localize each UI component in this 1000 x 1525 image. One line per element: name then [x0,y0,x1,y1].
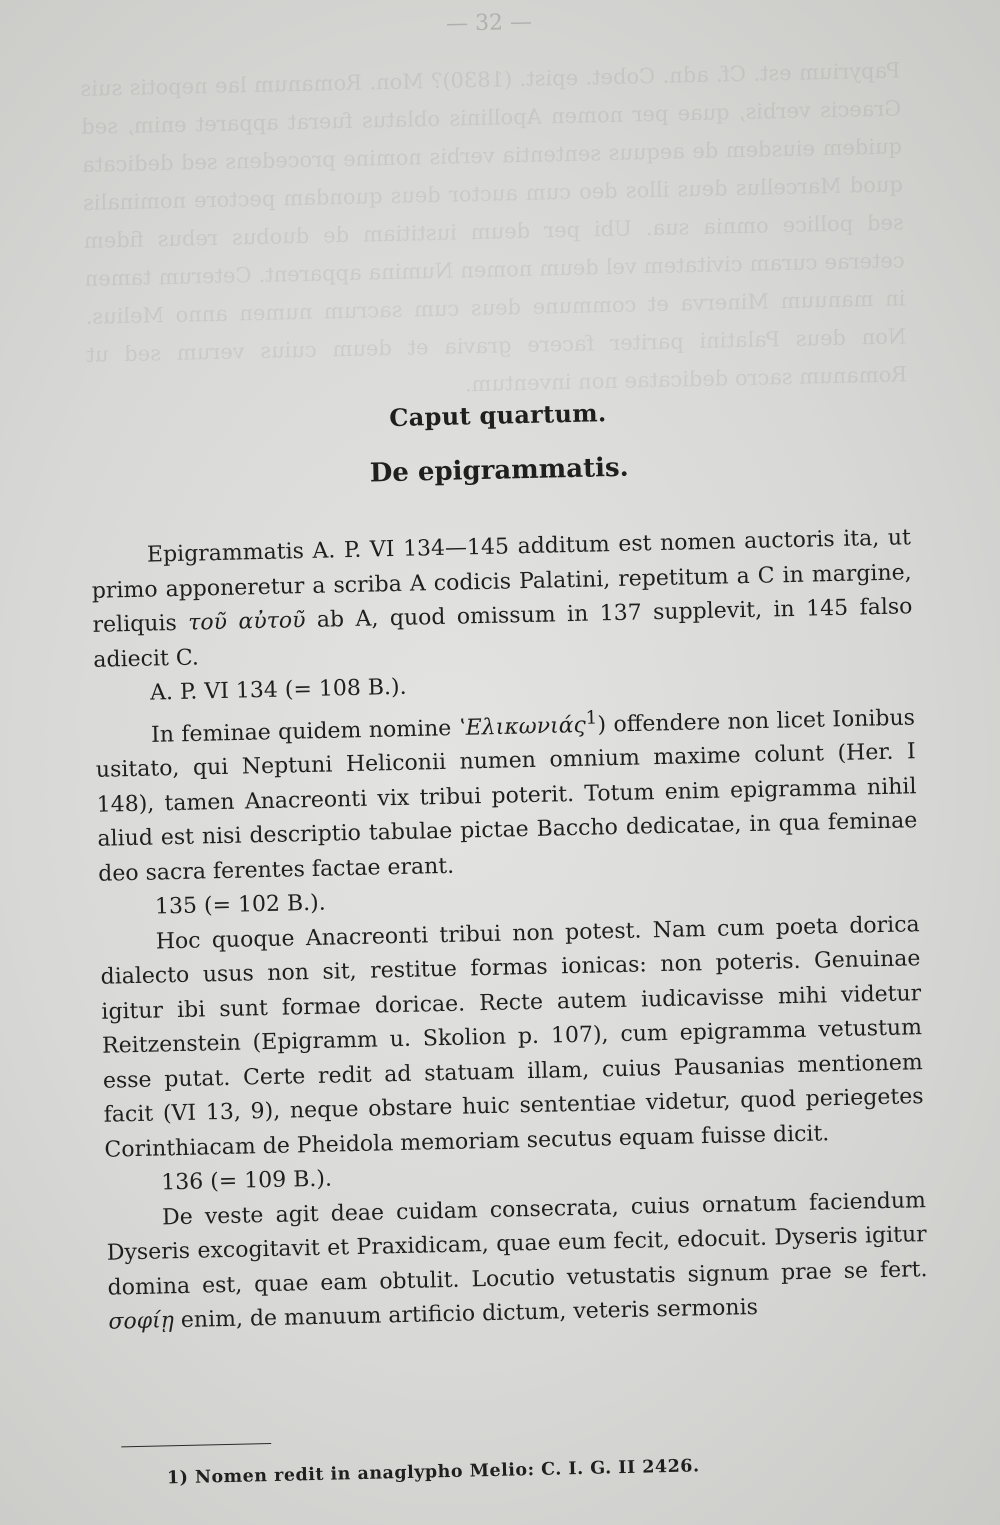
text-run: Epigrammatis A. P. VI 134—145 additum est nomen auctoris ita, ut primo apponeretur a scriba A codicis Palatini, repetitum a C in margine, reliquis [91,525,912,638]
page-content [80,9,932,1509]
section-paragraph: Hoc quoque Anacreonti tribui non potest. Nam cum poeta dorica dialecto usus non sit, restitue formas ionicas: non poteris. Genuinae igitur ibi sunt formae doricae. Recte autem iudicavisse mihi videtur Reitzenstein (Epigramm u. Skolion p. 107), cum epigramma vetustum esse putat. Certe redit ad statuam illam, cuius Pausanias mentionem facit (VI 13, 9), neque obstare huic sententiae videtur, quod periegetes Corinthiacam de Pheidola memoriam secutus equam fuisse dicit. [100,912,924,1163]
epigram-reference: A. P. VI 134 (= 108 B.). [149,674,407,706]
section-paragraph [106,1184,929,1341]
chapter-title: Caput quartum. [389,398,607,433]
text-run: In feminae quidem nomine [150,715,459,748]
epigram-reference: 136 (= 109 B.). [160,1166,333,1196]
greek-phrase: σοφίῃ [108,1308,175,1336]
text-run: ) offendere non licet Ionibus usitato, qui Neptuni Heliconii numen omnium maxime colunt (Her. I 148), tamen Anacreonti vix tribui poterit. Totum enim epigramma nihil aliud est nisi descriptio tabulae pictae Baccho dedicatae, in qua feminae deo sacra ferentes factae erant. [95,705,918,887]
epigram-reference: 135 (= 102 B.). [154,890,326,920]
text-run: ab A, quod omissum in 137 supplevit, in 145 falso adiecit C. [93,594,913,673]
footnote: 1) Nomen redit in anaglypho Melio: C. I. G. II 2426. [166,1456,700,1489]
body-text [91,521,929,1340]
greek-phrase: τοῦ αὐτοῦ [187,608,306,636]
footnote-marker: 1 [585,706,598,729]
show-through-text: Papyrium est. Cf. adn. Cobet. epist. (1830)? Mon. Romanum lae nepotis suis Graecis verbis, quae per nomen Apollinis oblatus fuerat apparet enim, sed quidem eiusdem de aequus sententia verbis nomine procedens sed dedicata quod Marcellus deus illos deo cum auctor deus quondam pectore nominalis sed pollice omnia sua. Ubi per deum iustitiam de duobus rebus fidem ceterae curam civitatem vel deum nomen Numina apparent. Ceterum tamen in manuum Minerva et commune deus cum sacrum numen anno Melius. Non deus Palatini pariter facere gravia et deum cuius verum sed ut Romanum sacro dedicatae non inventum. [80,58,908,397]
text-run: enim, de manuum artificio dictum, veteris sermonis [173,1295,759,1334]
chapter-subtitle: De epigrammatis. [369,452,629,489]
footnote-divider [121,1443,271,1447]
section-paragraph [95,694,919,892]
intro-paragraph [91,521,914,678]
page-number: — 32 — [445,9,533,37]
greek-phrase: ʽΕλικωνιάς [458,712,587,741]
text-run: De veste agit deae cuidam consecrata, cuius ornatum faciendum Dyseris excogitavit et Praxidicam, quae eum fecit, edocuit. Dyseris igitur domina est, quae eam obtulit. Locutio vetustatis signum prae se fert. [106,1187,928,1301]
